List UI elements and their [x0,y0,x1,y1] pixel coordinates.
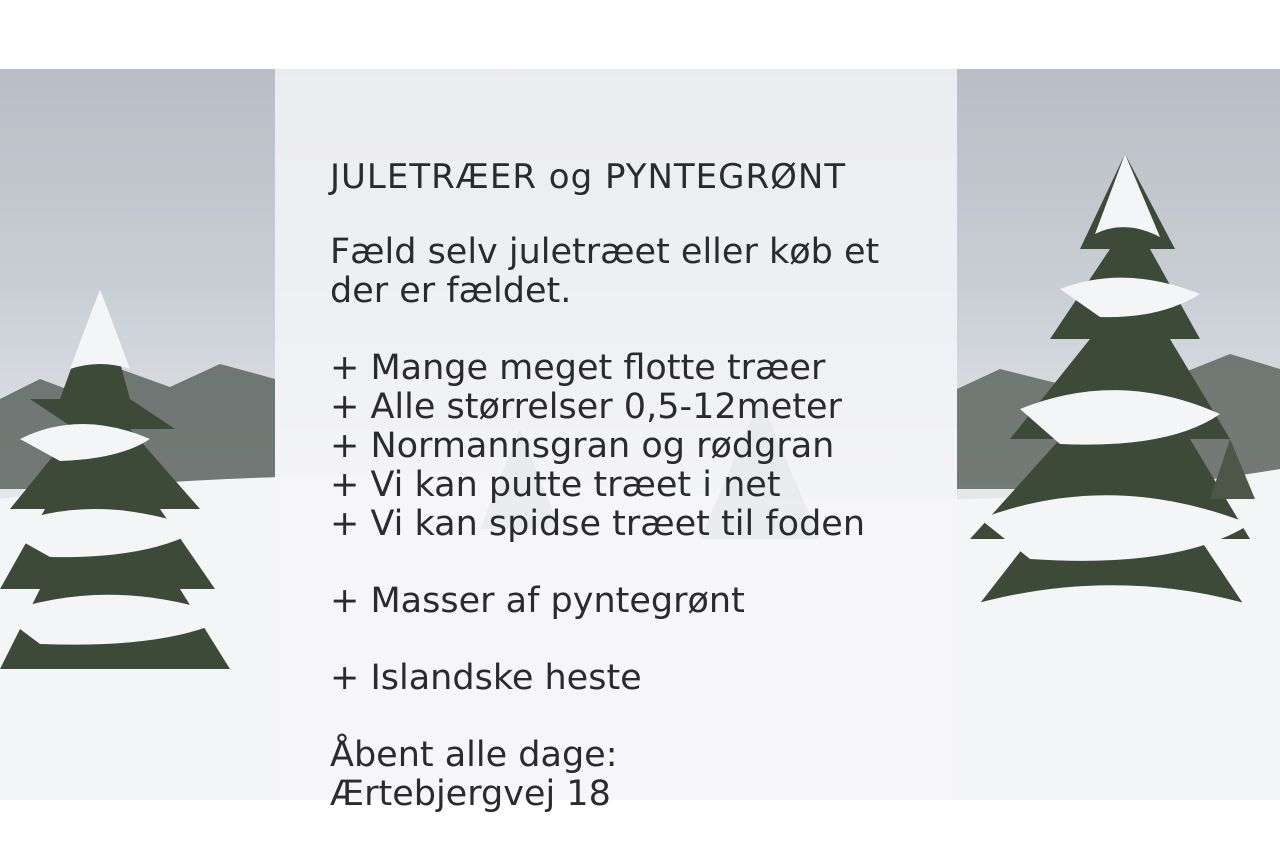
page-title: JULETRÆER og PYNTEGRØNT [330,157,847,197]
feature-list [330,349,930,544]
info-content [330,155,930,852]
extra-greenery: + Masser af pyntegrønt [330,581,745,621]
feature-item: + Vi kan spidse træet til foden [330,504,865,544]
address: Ærtebjergvej 18 [330,774,611,814]
feature-item: + Alle størrelser 0,5-12meter [330,387,842,427]
feature-item: + Mange meget flotte træer [330,348,826,388]
feature-item: + Normannsgran og rødgran [330,426,835,466]
top-bar [0,0,1280,69]
opening-info [330,736,930,814]
extra-horses: + Islandske heste [330,658,642,698]
feature-item: + Vi kan putte træet i net [330,465,781,505]
opening-hours: Åbent alle dage: [330,735,618,775]
intro-text: Fæld selv juletræet eller køb et der er fældet. [330,232,880,311]
